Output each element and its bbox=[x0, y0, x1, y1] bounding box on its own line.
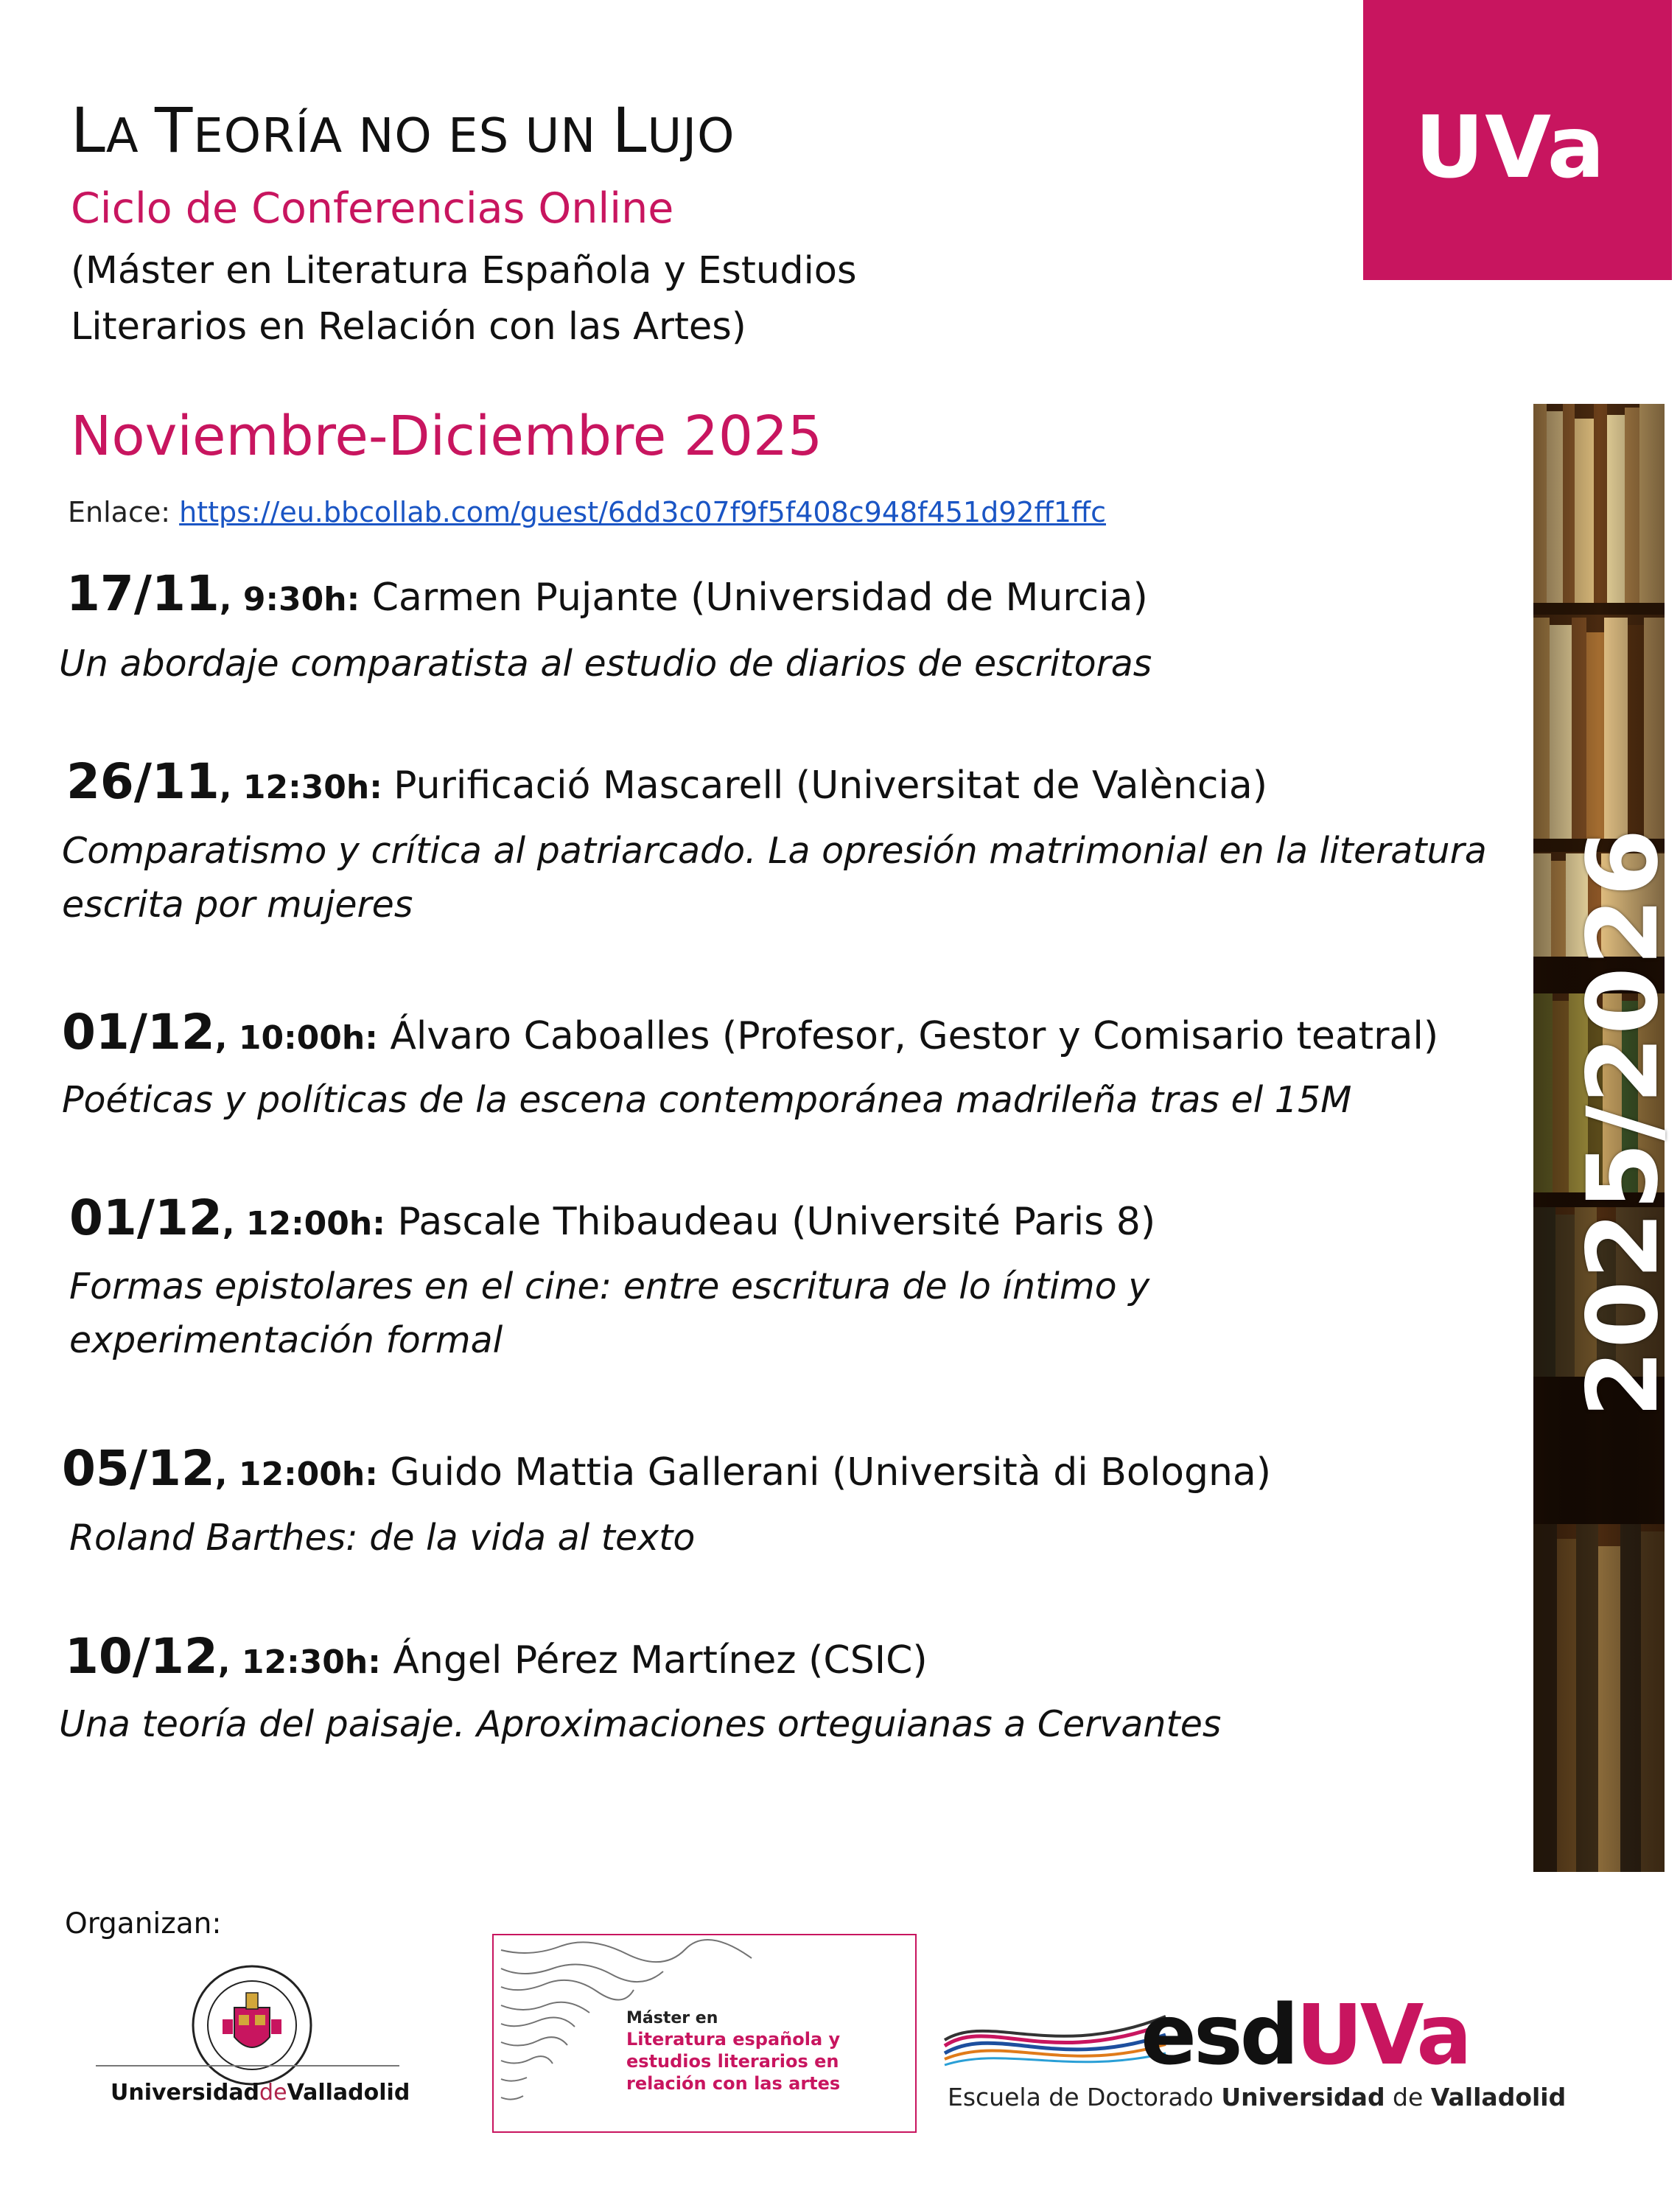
event-date: 10/12 bbox=[65, 1628, 218, 1685]
event-time: 10:00h: bbox=[238, 1019, 378, 1057]
uva-name: UniversidaddeValladolid bbox=[111, 2080, 410, 2106]
session-link[interactable]: https://eu.bbcollab.com/guest/6dd3c07f9f5f408c948f451d92ff1ffc bbox=[179, 496, 1106, 528]
event-speaker: Pascale Thibaudeau (Université Paris 8) bbox=[397, 1200, 1156, 1244]
event-time: 12:30h bbox=[242, 769, 370, 806]
event-title: Un abordaje comparatista al estudio de diarios de escritoras bbox=[59, 643, 1152, 685]
event-date: 01/12 bbox=[69, 1189, 223, 1246]
esd-logo: esdUVa bbox=[1141, 1988, 1469, 2083]
event-time: 12:00h: bbox=[245, 1205, 385, 1243]
event-time: 12:30h: bbox=[241, 1643, 381, 1681]
event-4: 01/12, 12:00h: Pascale Thibaudeau (Université Paris 8) bbox=[69, 1189, 1156, 1246]
event-speaker: Álvaro Caboalles (Profesor, Gestor y Comisario teatral) bbox=[390, 1014, 1439, 1058]
event-date: 17/11 bbox=[66, 565, 220, 622]
period-heading: Noviembre-Diciembre 2025 bbox=[71, 405, 823, 468]
master-logo bbox=[492, 1934, 917, 2133]
event-2: 26/11, 12:30h: Purificació Mascarell (Universitat de València) bbox=[66, 753, 1268, 810]
esd-subtitle: Escuela de Doctorado Universidad de Valladolid bbox=[948, 2083, 1567, 2111]
event-speaker: Guido Mattia Gallerani (Università di Bologna) bbox=[390, 1450, 1272, 1495]
master-logo-line2: Literatura española y estudios literarios en relación con las artes bbox=[626, 2029, 841, 2094]
event-title: Una teoría del paisaje. Aproximaciones orteguianas a Cervantes bbox=[59, 1703, 1222, 1745]
subtitle: Ciclo de Conferencias Online bbox=[71, 184, 674, 233]
organizers-label: Organizan: bbox=[65, 1907, 222, 1940]
event-speaker: Carmen Pujante (Universidad de Murcia) bbox=[371, 576, 1148, 620]
event-date: 26/11 bbox=[66, 753, 220, 810]
esd-waves-icon bbox=[945, 2002, 1166, 2075]
event-speaker: Purificació Mascarell (Universitat de València) bbox=[393, 764, 1268, 808]
books-banner bbox=[1533, 404, 1680, 1872]
event-time: 9:30h: bbox=[242, 581, 360, 618]
year-banner: 2025/2026 bbox=[1567, 827, 1680, 1418]
event-6: 10/12, 12:30h: Ángel Pérez Martínez (CSIC) bbox=[65, 1628, 928, 1685]
event-time: 12:00h: bbox=[238, 1456, 378, 1493]
page-title: LA TEORÍA NO ES UN LUJO bbox=[71, 94, 735, 167]
event-title: Roland Barthes: de la vida al texto bbox=[69, 1517, 696, 1559]
uva-seal-icon bbox=[190, 1963, 314, 2087]
event-speaker: Ángel Pérez Martínez (CSIC) bbox=[393, 1638, 928, 1683]
uva-logo-text: UVa bbox=[1415, 98, 1606, 198]
event-title: Comparatismo y crítica al patriarcado. La opresión matrimonial en la literatura escrita por mujeres bbox=[62, 830, 1487, 926]
master-logo-line1: Máster en bbox=[626, 2009, 718, 2027]
link-label: Enlace: bbox=[68, 496, 171, 528]
event-title: Poéticas y políticas de la escena contemporánea madrileña tras el 15M bbox=[62, 1079, 1352, 1121]
event-date: 01/12 bbox=[62, 1004, 215, 1061]
link-row bbox=[68, 496, 1106, 528]
event-title: Formas epistolares en el cine: entre escritura de lo íntimo y experimentación formal bbox=[69, 1265, 1150, 1361]
divider bbox=[96, 2065, 399, 2067]
event-date: 05/12 bbox=[62, 1440, 215, 1497]
event-3: 01/12, 10:00h: Álvaro Caboalles (Profesor, Gestor y Comisario teatral) bbox=[62, 1004, 1439, 1061]
master-description: (Máster en Literatura Española y Estudios Literarios en Relación con las Artes) bbox=[71, 249, 857, 349]
event-5: 05/12, 12:00h: Guido Mattia Gallerani (Università di Bologna) bbox=[62, 1440, 1272, 1497]
event-1: 17/11, 9:30h: Carmen Pujante (Universidad de Murcia) bbox=[66, 565, 1148, 622]
